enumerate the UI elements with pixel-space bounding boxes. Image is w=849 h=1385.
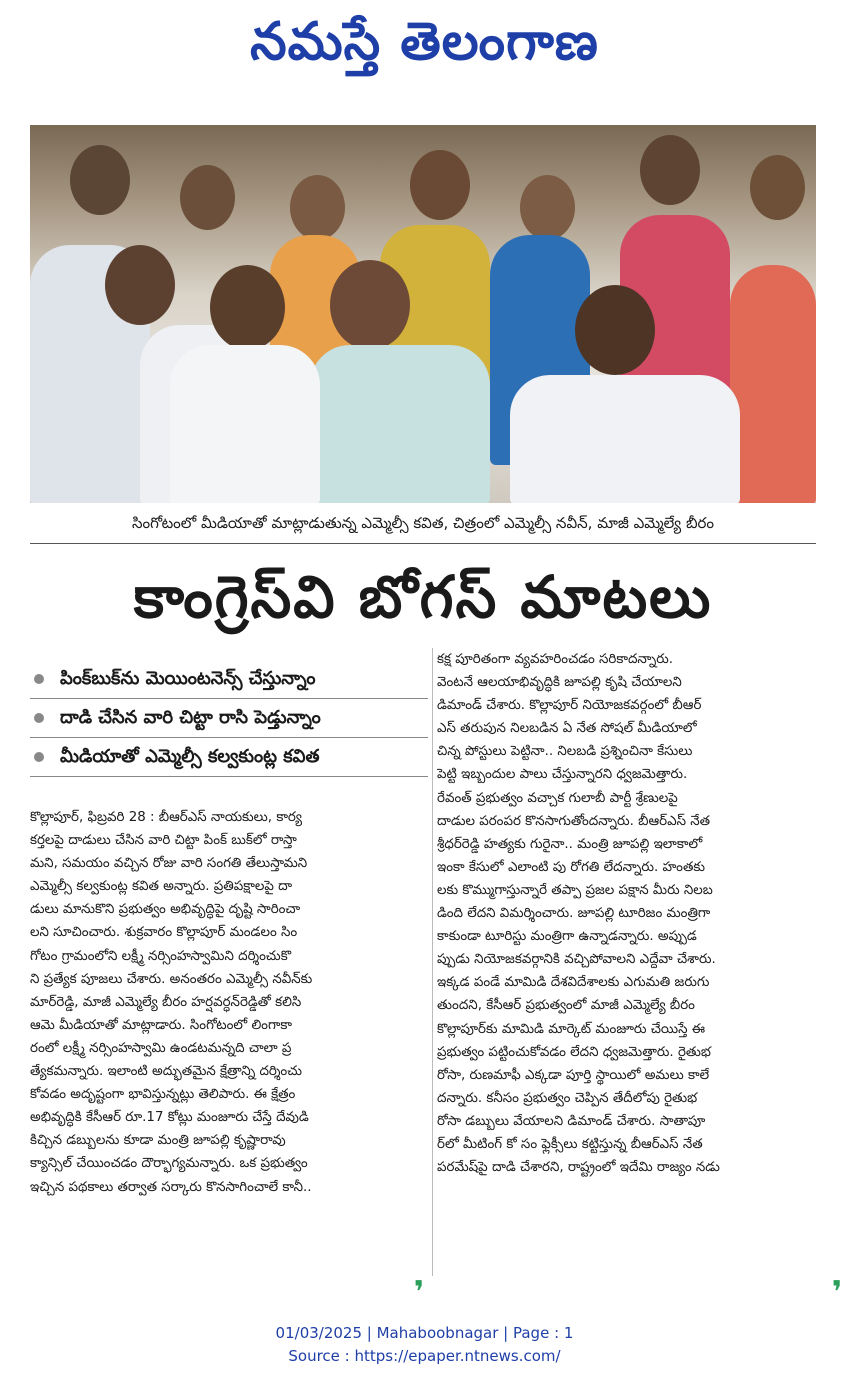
article-line: తుందని, కేసీఆర్ ప్రభుత్వంలో మాజీ ఎమ్మెల్యే బీరం [437,998,695,1014]
article-line: గోటం గ్రామంలోని లక్ష్మీ నర్సింహస్వామిని దర్శించుకొ [30,948,292,964]
column-divider [432,648,433,1276]
article-line: పరమేష్‌పై దాడి చేశారని, రాష్ట్రంలో ఇదేమి రాజ్యం నడు [437,1160,720,1176]
article-line: లని సూచించారు. శుక్రవారం కొల్లాపూర్ మండలం సిం [30,925,298,941]
bullet-dot-icon [34,674,44,684]
masthead-title: నమస్తే తెలంగాణ [250,12,599,72]
headline: కాంగ్రెస్‌వి బోగస్ మాటలు [133,563,713,631]
article-line: దన్నారు. కనీసం ప్రభుత్వం చెప్పిన తేదీలోపు రైతుభ [437,1090,698,1106]
article-line: చిన్న పోస్టులు పెట్టినా.. నిలబడి ప్రశ్నించినా కేసులు [437,744,693,760]
article-line: డిమాండ్ చేశారు. కొల్లాపూర్ నియోజకవర్గంలో బీఆర్ [437,698,702,714]
article-line: రంలో లక్ష్మీ నర్సింహస్వామి ఉండటమన్నది చాలా ప్ర [30,1040,292,1056]
highlights-list [30,660,428,777]
article-line: ఇక్కడ పండే మామిడి దేశవిదేశాలకు ఎగుమతి జరుగు [437,975,710,991]
article-line: కొల్లాపూర్, ఫిబ్రవరి 28 : బీఆర్‌ఎస్ నాయకులు, కార్య [30,810,303,825]
article-line: కిచ్చిన డబ్బులను కూడా మంత్రి జూపల్లి కృష్ణారావు [30,1133,286,1149]
article-line: ఆమె మీడియాతో మాట్లాడారు. సింగోటంలో లింగాకా [30,1017,293,1033]
article-line: రోసా, రుణమాఫీ ఎక్కడా పూర్తి స్థాయిలో అమలు కాలే [437,1067,710,1083]
article-line: కొల్లాపూర్‌కు మామిడి మార్కెట్ మంజూరు చేయిస్తే ఈ [437,1021,706,1037]
article-line: ఇచ్చిన పథకాలు తర్వాత సర్కారు కొనసాగించాలే కానీ.. [30,1179,312,1195]
article-line: వెంటనే ఆలయాభివృద్ధికి జూపల్లి కృషి చేయాలని [437,675,682,691]
article-line: పెట్టి ఇబ్బందుల పాలు చేస్తున్నారని ధ్వజమెత్తారు. [437,767,688,783]
article-line: ని ప్రత్యేక పూజలు చేశారు. అనంతరం ఎమ్మెల్సీ నవీన్‌కు [30,971,313,987]
article-line: ఇంకా కేసులో ఎలాంటి పు రోగతి లేదన్నారు. హంతకు [437,859,705,875]
highlight-item [30,738,428,777]
article-line: ప్పుడు నియోజకవర్గానికి వచ్చిపోవాలని ఎద్దేవా చేశారు. [437,952,716,968]
highlight-item [30,660,428,699]
continuation-mark-icon: ❜ [413,1275,425,1310]
highlight-text: పింక్‌బుక్‌ను మెయింటనెన్స్ చేస్తున్నాం [60,668,316,689]
footer-source: Source : https://epaper.ntnews.com/ [288,1347,561,1365]
article-line: డింది లేదని విమర్శించారు. జూపల్లి టూరిజం మంత్రిగా [437,906,711,922]
article-column-left [30,806,428,1276]
photo-caption: సింగోటంలో మీడియాతో మాట్లాడుతున్న ఎమ్మెల్సీ కవిత, చిత్రంలో ఎమ్మెల్సీ నవీన్, మాజీ ఎమ్మెల్యే బీరం [131,514,715,532]
article-line: శ్రీధర్‌రెడ్డి హత్యకు గురైనా.. మంత్రి జూపల్లి ఇలాకాలో [437,836,703,852]
article-line: మార్‌రెడ్డి, మాజీ ఎమ్మెల్యే బీరం హర్షవర్ధన్‌రెడ్డితో కలిసి [30,994,302,1010]
article-line: డులు మానుకొని ప్రభుత్వం అభివృద్ధిపై దృష్టి సారించా [30,902,301,918]
article-line: కక్ష పూరితంగా వ్యవహరించడం సరికాదన్నారు. [437,652,674,667]
highlight-text: దాడి చేసిన వారి చిట్టా రాసి పెడ్తున్నాం [60,707,321,728]
bullet-dot-icon [34,752,44,762]
highlight-text: మీడియాతో ఎమ్మెల్సీ కల్వకుంట్ల కవిత [60,746,320,767]
caption-rule [30,543,816,544]
article-line: దాడుల పరంపర కొనసాగుతోందన్నారు. బీఆర్‌ఎస్ నేత [437,813,711,829]
article-line: ర్‌లో మీటింగ్ కో సం ఫ్లెక్సీలు కట్టిస్తున్న బీఆర్‌ఎస్ నేత [437,1136,703,1152]
article-line: కర్తలపై దాడులు చేసిన వారి చిట్టా పింక్ బుక్‌లో రాస్తా [30,833,297,849]
article-line: ఎమ్మెల్సీ కల్వకుంట్ల కవిత అన్నారు. ప్రతిపక్షాలపై దా [30,879,293,895]
article-line: అభివృద్ధికి కేసీఆర్ రూ.17 కోట్లు మంజూరు చేస్తే దేవుడి [30,1110,309,1126]
continuation-mark-icon: ❜ [831,1275,843,1310]
footer-date-edition: 01/03/2025 | Mahaboobnagar | Page : 1 [275,1324,574,1342]
article-line: మని, సమయం వచ్చిన రోజు వారి సంగతి తేలుస్తామని [30,856,308,872]
bullet-dot-icon [34,713,44,723]
article-line: ఎస్ తరుపున నిలబడిన ఏ నేత సోషల్ మీడియాలో [437,721,697,737]
article-line: క్యాన్సిల్ చేయించడం దౌర్భాగ్యమన్నారు. ఒక ప్రభుత్వం [30,1156,308,1172]
article-line: రేవంత్ ప్రభుత్వం వచ్చాక గులాబీ పార్టీ శ్రేణులపై [437,790,678,806]
article-line: కోవడం అదృష్టంగా భావిస్తున్నట్లు తెలిపారు. ఈ క్షేత్రం [30,1087,296,1103]
article-column-right [437,648,819,1278]
article-line: కాకుండా టూరిస్టు మంత్రిగా ఉన్నాడన్నారు. అప్పుడ [437,929,697,945]
article-line: ప్రభుత్వం పట్టించుకోవడం లేదని ధ్వజమెత్తారు. రైతుభ [437,1044,711,1060]
article-line: రోసా డబ్బులు వేయాలని డిమాండ్ చేశారు. సాతాపూ [437,1113,706,1129]
article-line: త్యేకమన్నారు. ఇలాంటి అద్భుతమైన క్షేత్రాన్ని దర్శించు [30,1064,303,1080]
news-photo [30,125,816,503]
highlight-item [30,699,428,738]
article-line: లకు కొమ్ముగాస్తున్నారే తప్పా ప్రజల పక్షాన మీరు నిలబ [437,882,713,898]
